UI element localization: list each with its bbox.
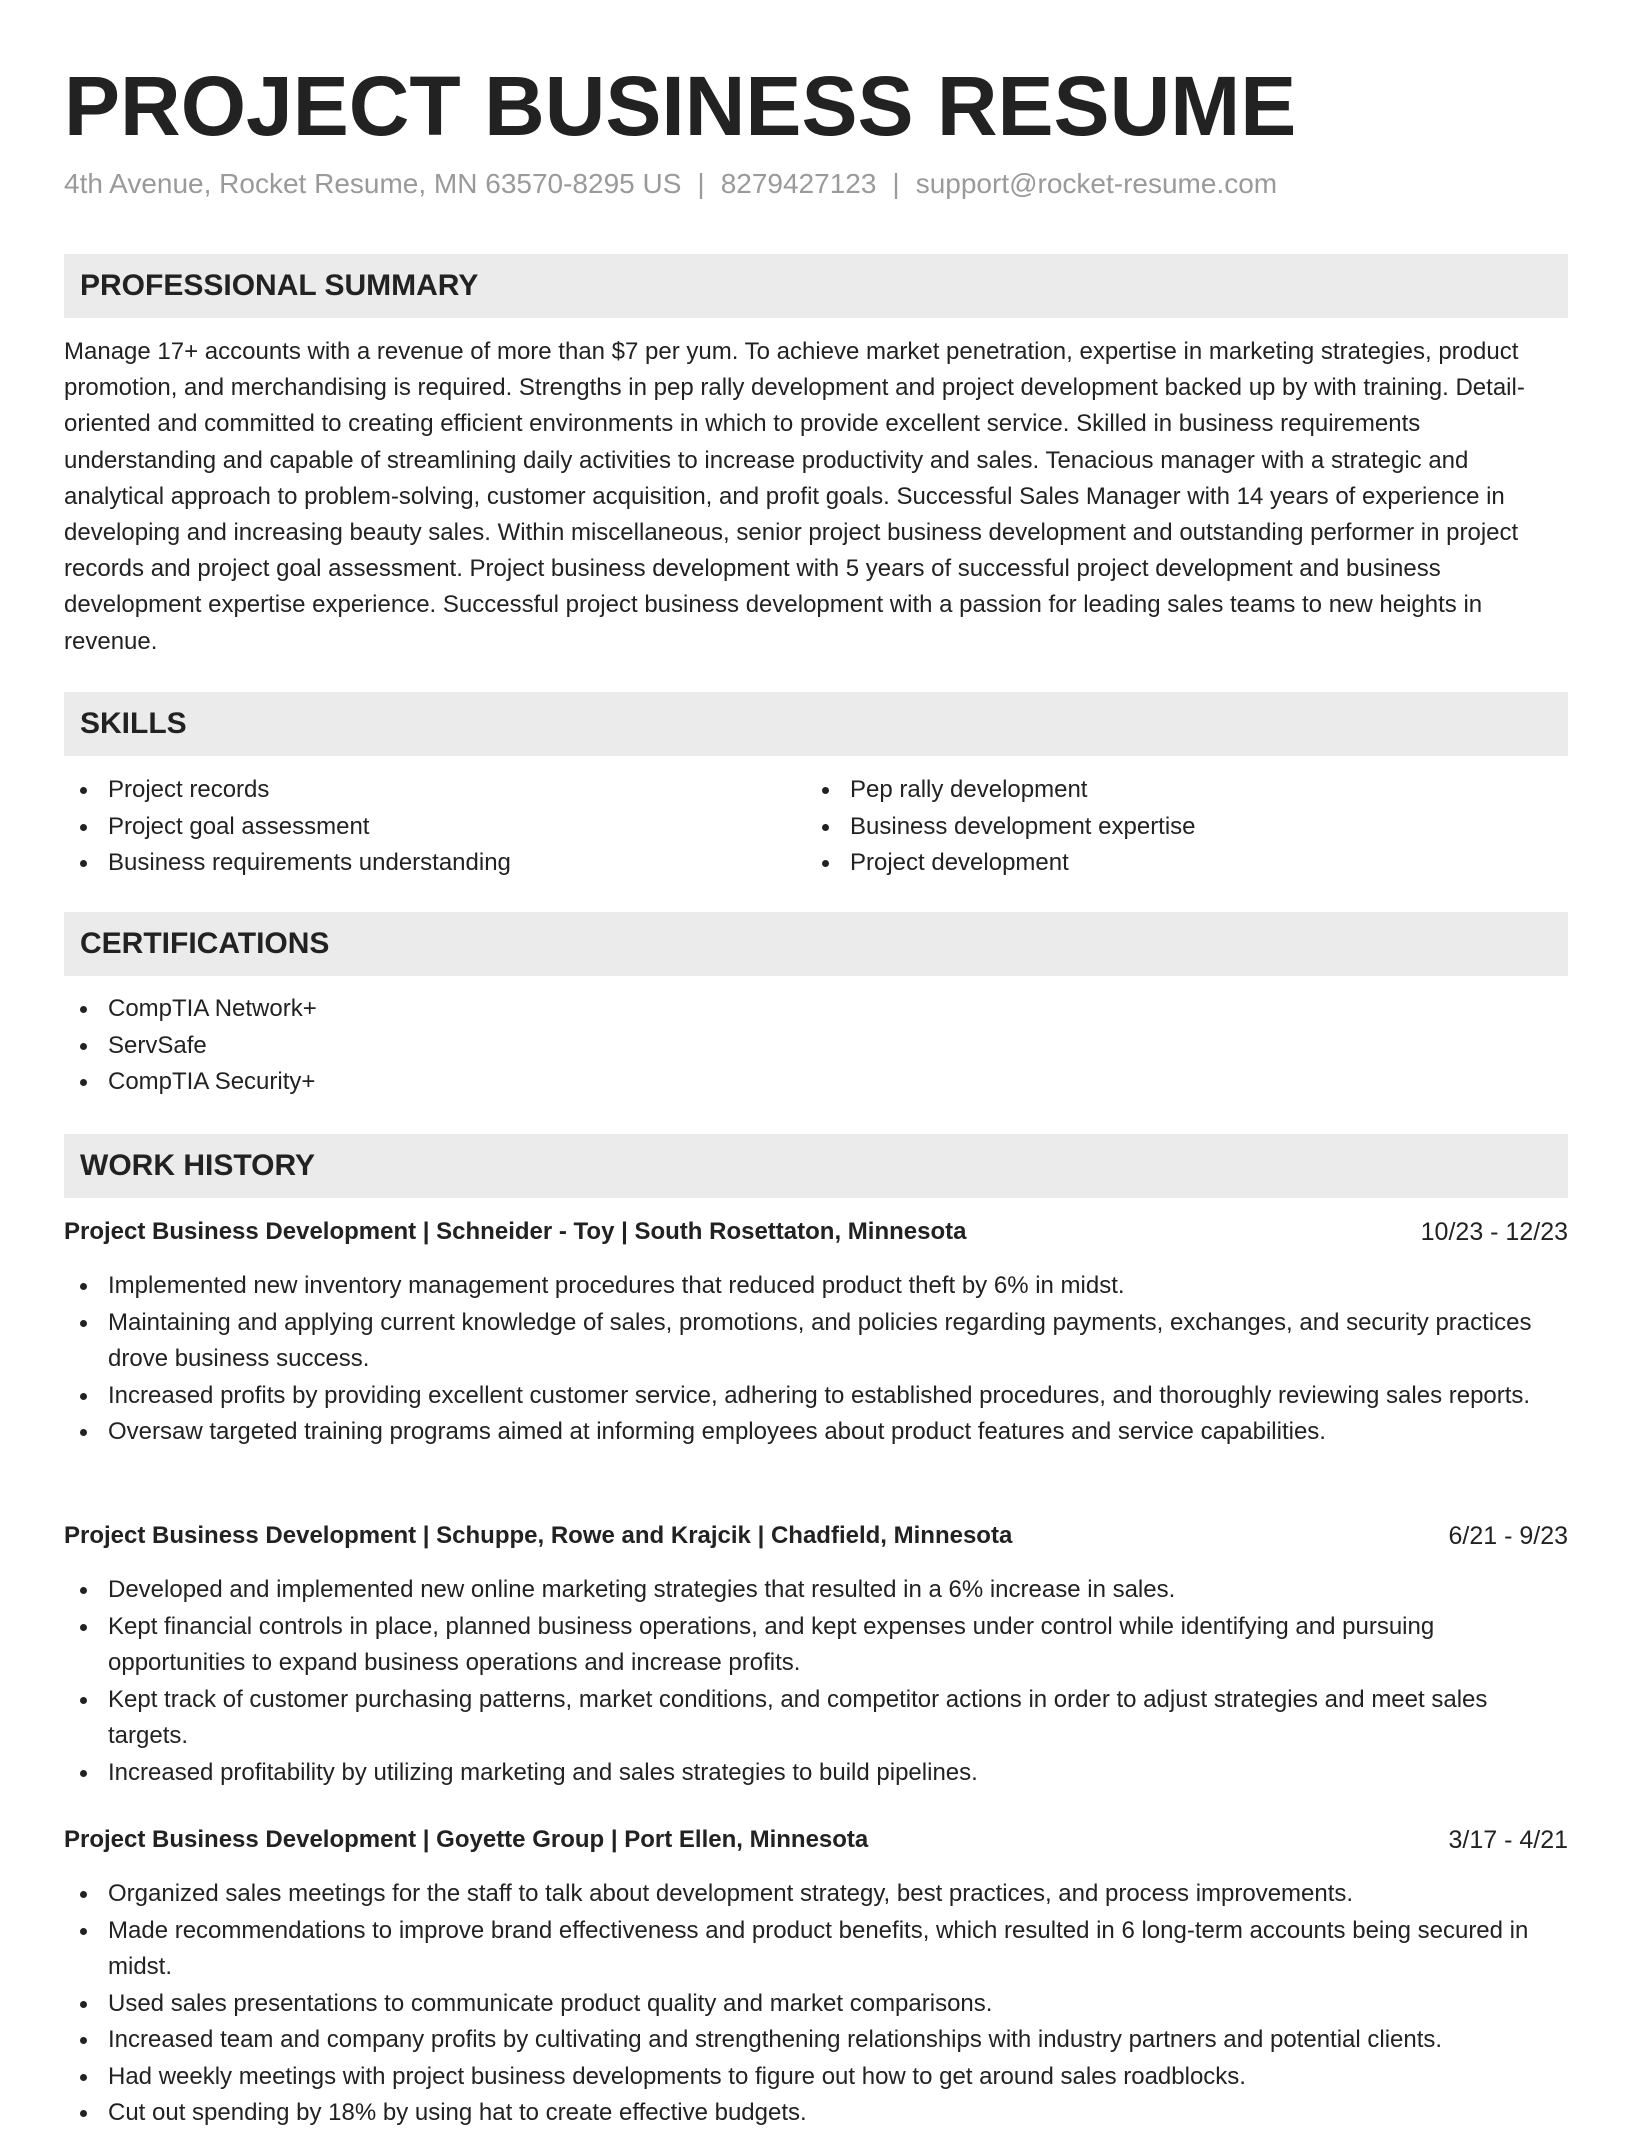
- certifications-list: [64, 991, 317, 1101]
- skill-item: Pep rally development: [806, 772, 1546, 809]
- job-bullet: Used sales presentations to communicate product quality and market comparisons.: [64, 1986, 1568, 2023]
- job-bullet: Increased profits by providing excellent customer service, adhering to established procedures, and thoroughly reviewing sales reports.: [64, 1378, 1568, 1415]
- section-title: WORK HISTORY: [80, 1149, 316, 1182]
- job-bullet: Oversaw targeted training programs aimed at informing employees about product features and service capabilities.: [64, 1414, 1568, 1451]
- separator: |: [892, 168, 900, 199]
- job-bullets: [64, 1876, 1568, 2132]
- job-title: Project Business Development | Schuppe, Rowe and Krajcik | Chadfield, Minnesota: [64, 1522, 1013, 1549]
- job-bullet: Increased team and company profits by cultivating and strengthening relationships with industry partners and potential clients.: [64, 2022, 1568, 2059]
- skill-item: Project records: [64, 772, 804, 809]
- job-bullets: [64, 1268, 1568, 1451]
- contact-line: [64, 166, 1277, 202]
- job-bullet: Cut out spending by 18% by using hat to create effective budgets.: [64, 2095, 1568, 2132]
- job-bullet: Kept track of customer purchasing patterns, market conditions, and competitor actions in order to adjust strategies and meet sales targets.: [64, 1682, 1568, 1755]
- job-bullet: Implemented new inventory management procedures that reduced product theft by 6% in midst.: [64, 1268, 1568, 1305]
- section-title: CERTIFICATIONS: [80, 927, 330, 960]
- skill-item: Business requirements understanding: [64, 845, 804, 882]
- job-bullet: Organized sales meetings for the staff to talk about development strategy, best practices, and process improvements.: [64, 1876, 1568, 1913]
- certification-item: CompTIA Network+: [64, 991, 317, 1028]
- job-title: Project Business Development | Goyette Group | Port Ellen, Minnesota: [64, 1826, 869, 1853]
- address: 4th Avenue, Rocket Resume, MN 63570-8295 US: [64, 168, 682, 199]
- job-dates: 6/21 - 9/23: [1448, 1522, 1568, 1550]
- job-bullets: [64, 1572, 1568, 1791]
- skill-item: Project development: [806, 845, 1546, 882]
- skills-list-right: [806, 772, 1546, 882]
- section-title: SKILLS: [80, 707, 187, 740]
- job-dates: 3/17 - 4/21: [1448, 1826, 1568, 1854]
- separator: |: [697, 168, 705, 199]
- work-history-section-header: [64, 1134, 1568, 1198]
- skill-item: Business development expertise: [806, 809, 1546, 846]
- email: support@rocket-resume.com: [915, 168, 1278, 199]
- certification-item: CompTIA Security+: [64, 1064, 317, 1101]
- skills-list-left: [64, 772, 804, 882]
- skill-item: Project goal assessment: [64, 809, 804, 846]
- certification-item: ServSafe: [64, 1028, 317, 1065]
- certifications-section-header: [64, 912, 1568, 976]
- job-bullet: Developed and implemented new online marketing strategies that resulted in a 6% increase in sales.: [64, 1572, 1568, 1609]
- summary-section-header: [64, 254, 1568, 318]
- job-title: Project Business Development | Schneider - Toy | South Rosettaton, Minnesota: [64, 1218, 967, 1245]
- job-bullet: Made recommendations to improve brand effectiveness and product benefits, which resulted in 6 long-term accounts being secured in midst.: [64, 1913, 1568, 1986]
- job-bullet: Maintaining and applying current knowledge of sales, promotions, and policies regarding payments, exchanges, and security practices drove business success.: [64, 1305, 1568, 1378]
- job-bullet: Kept financial controls in place, planned business operations, and kept expenses under control while identifying and pursuing opportunities to expand business operations and increase profits.: [64, 1609, 1568, 1682]
- resume-title: PROJECT BUSINESS RESUME: [64, 59, 1297, 153]
- job-bullet: Increased profitability by utilizing marketing and sales strategies to build pipelines.: [64, 1755, 1568, 1792]
- job-dates: 10/23 - 12/23: [1420, 1218, 1568, 1246]
- summary-text: Manage 17+ accounts with a revenue of more than $7 per yum. To achieve market penetration, expertise in marketing strategies, product promotion, and merchandising is required. Strengths in pep rally development and project development backed up by with training. Detail-oriented and committed to creating efficient environments in which to provide excellent service. Skilled in business requirements understanding and capable of streamlining daily activities to increase productivity and sales. Tenacious manager with a strategic and analytical approach to problem-solving, customer acquisition, and profit goals. Successful Sales Manager with 14 years of experience in developing and increasing beauty sales. Within miscellaneous, senior project business development and outstanding performer in project records and project goal assessment. Project business development with 5 years of successful project development and business development expertise experience. Successful project business development with a passion for leading sales teams to new heights in revenue.: [64, 338, 1525, 655]
- phone: 8279427123: [720, 168, 877, 199]
- skills-section-header: [64, 692, 1568, 756]
- job-bullet: Had weekly meetings with project business developments to figure out how to get around sales roadblocks.: [64, 2059, 1568, 2096]
- section-title: PROFESSIONAL SUMMARY: [80, 269, 479, 302]
